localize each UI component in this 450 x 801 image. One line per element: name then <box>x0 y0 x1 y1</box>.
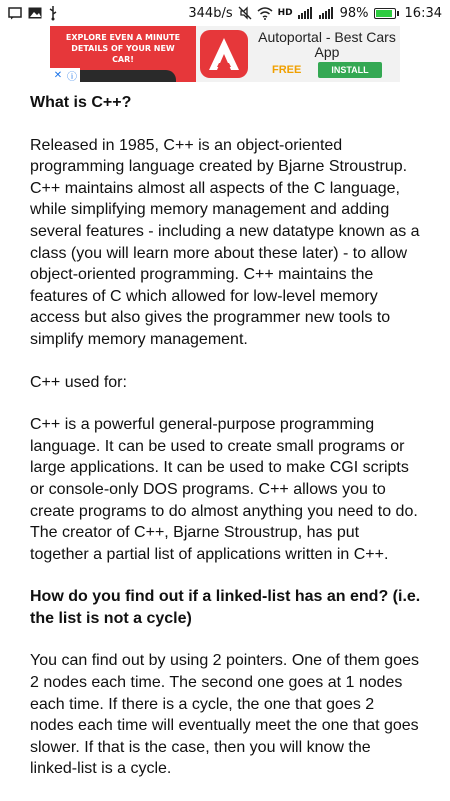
mute-icon <box>238 5 252 21</box>
status-left-icons <box>8 5 58 21</box>
signal-icon <box>298 5 314 21</box>
battery-icon <box>374 8 396 19</box>
clock-time: 16:34 <box>404 5 442 21</box>
status-right-icons <box>188 5 442 21</box>
article-content <box>30 92 422 801</box>
status-bar <box>0 0 450 26</box>
paragraph-cpp-uses: C++ is a powerful general-purpose programming language. It can be used to create small programs or large applications. It can be used to make CGI scripts or console-only DOS programs. C++ allows you to create programs to do almost anything you need to do. The creator of C++, Bjarne Stroustrup, has put together a partial list of applications written in C++. <box>30 416 418 563</box>
heading-what-is-cpp: What is C++? <box>30 94 132 111</box>
paragraph-cpp-intro: Released in 1985, C++ is an object-oriented programming language created by Bjarne Stroustrup. C++ maintains almost all aspects of the C language, while simplifying memory management and adding several features - including a new datatype known as a class (you will learn more about these later) - to allow object-oriented programming. C++ maintains the features of C which allowed for low-level memory access but also gives the programmer new tools to simplify memory management. <box>30 136 420 348</box>
ad-choices[interactable] <box>50 68 80 82</box>
app-logo[interactable] <box>200 30 248 78</box>
paragraph-cpp-used-for: C++ used for: <box>30 373 127 391</box>
close-ad-icon[interactable]: ✕ <box>53 69 63 81</box>
car-icon <box>70 70 176 82</box>
ad-app-title[interactable]: Autoportal - Best Cars App <box>258 29 396 60</box>
ad-headline: EXPLORE EVEN A MINUTE DETAILS OF YOUR NEW CAR! <box>65 33 181 64</box>
heading-linked-list: How do you find out if a linked-list has an end? (i.e. the list is not a cycle) <box>30 588 421 627</box>
hd-label: HD <box>277 8 293 18</box>
ad-banner[interactable] <box>50 26 400 82</box>
ad-price: FREE <box>272 64 302 76</box>
install-button[interactable]: INSTALL <box>318 62 382 78</box>
battery-percentage: 98% <box>339 5 369 21</box>
image-icon <box>28 5 42 21</box>
network-speed: 344b/s <box>188 5 233 21</box>
paragraph-linked-list-answer: You can find out by using 2 pointers. One of them goes 2 nodes each time. The second one goes at 1 nodes each time. If there is a cycle, the one that goes 2 nodes each time will eventually meet the one that goes slower. If that is the case, then you will know the linked-list is a cycle. <box>30 652 419 778</box>
autoportal-logo-icon <box>205 35 243 73</box>
wifi-icon <box>257 5 273 21</box>
signal-icon-2 <box>319 5 335 21</box>
info-icon[interactable]: ⓘ <box>67 71 77 82</box>
usb-icon <box>48 5 58 21</box>
message-icon <box>8 5 22 21</box>
battery-fill <box>376 10 393 17</box>
